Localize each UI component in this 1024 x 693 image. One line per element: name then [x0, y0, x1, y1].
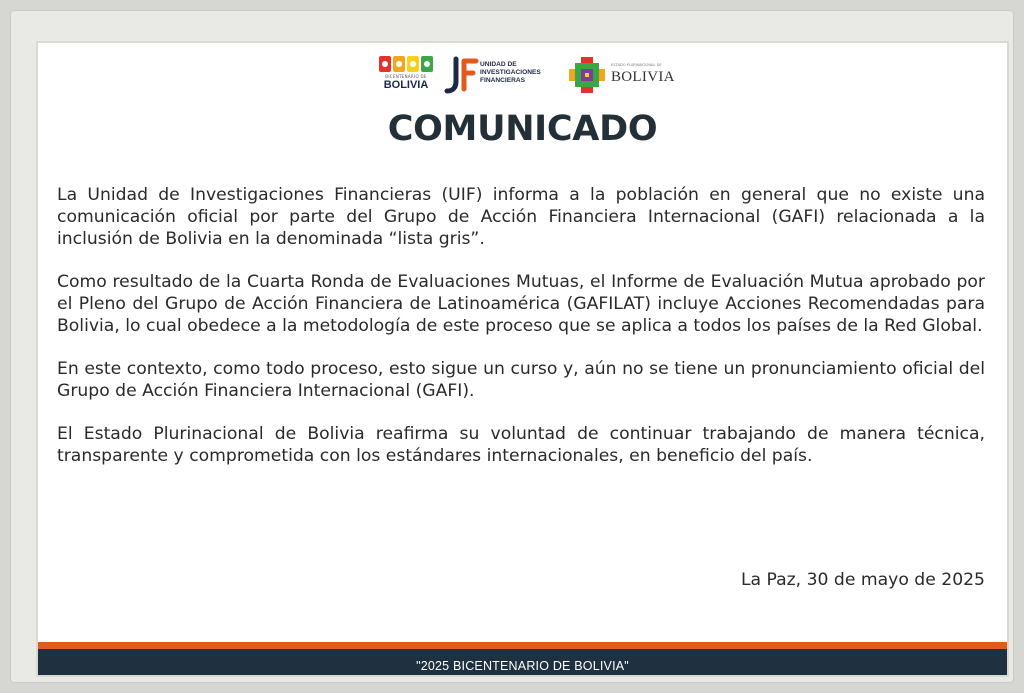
uif-logo [442, 53, 562, 97]
communique-sheet [38, 43, 1007, 675]
paragraph: En este contexto, como todo proceso, esto sigue un curso y, aún no se tiene un pronunciamiento oficial del Grupo de Acción Financiera Internacional (GAFI). [57, 359, 985, 401]
uif-icon [442, 55, 480, 95]
bicentenario-logo [376, 53, 436, 97]
date-line: La Paz, 30 de mayo de 2025 [740, 570, 985, 590]
logo-bar [38, 53, 1007, 97]
paragraph: La Unidad de Investigaciones Financieras (UIF) informa a la población en general que no existe una comunicación oficial por parte del Grupo de Acción Financiera Internacional (GAFI) relacionada a la inclusión de Bolivia en la denominada “lista gris”. [57, 185, 985, 249]
footer-text: "2025 BICENTENARIO DE BOLIVIA" [416, 659, 629, 673]
page-title: COMUNICADO [387, 109, 658, 149]
communique-body [57, 184, 985, 488]
bicentenario-icon [379, 56, 433, 74]
uif-line: INVESTIGACIONES [480, 69, 541, 76]
bicentenario-name: BOLIVIA [383, 79, 429, 91]
estado-name: BOLIVIA [611, 69, 675, 85]
paragraph: Como resultado de la Cuarta Ronda de Evaluaciones Mutuas, el Informe de Evaluación Mutua aprobado por el Pleno del Grupo de Acción Financiera de Latinoamérica (GAFILAT) incluye Acciones Recomendadas para Bolivia, lo cual obedece a la metodología de este proceso que se aplica a todos los países de la Red Global. [57, 272, 985, 336]
estado-plurinacional-logo [567, 53, 679, 97]
paragraph: El Estado Plurinacional de Bolivia reafirma su voluntad de continuar trabajando de manera técnica, transparente y comprometida con los estándares internacionales, en beneficio del país. [57, 424, 985, 466]
estado-small-text: ESTADO PLURINACIONAL DE [611, 63, 662, 67]
uif-line: UNIDAD DE [480, 61, 517, 68]
bicentenario-small-text: BICENTENARIO DE [385, 74, 427, 79]
uif-text [480, 61, 562, 85]
image-frame [10, 10, 1014, 683]
uif-line: FINANCIERAS [480, 77, 526, 84]
chakana-icon [567, 55, 607, 95]
footer-accent-stripe [38, 642, 1007, 649]
